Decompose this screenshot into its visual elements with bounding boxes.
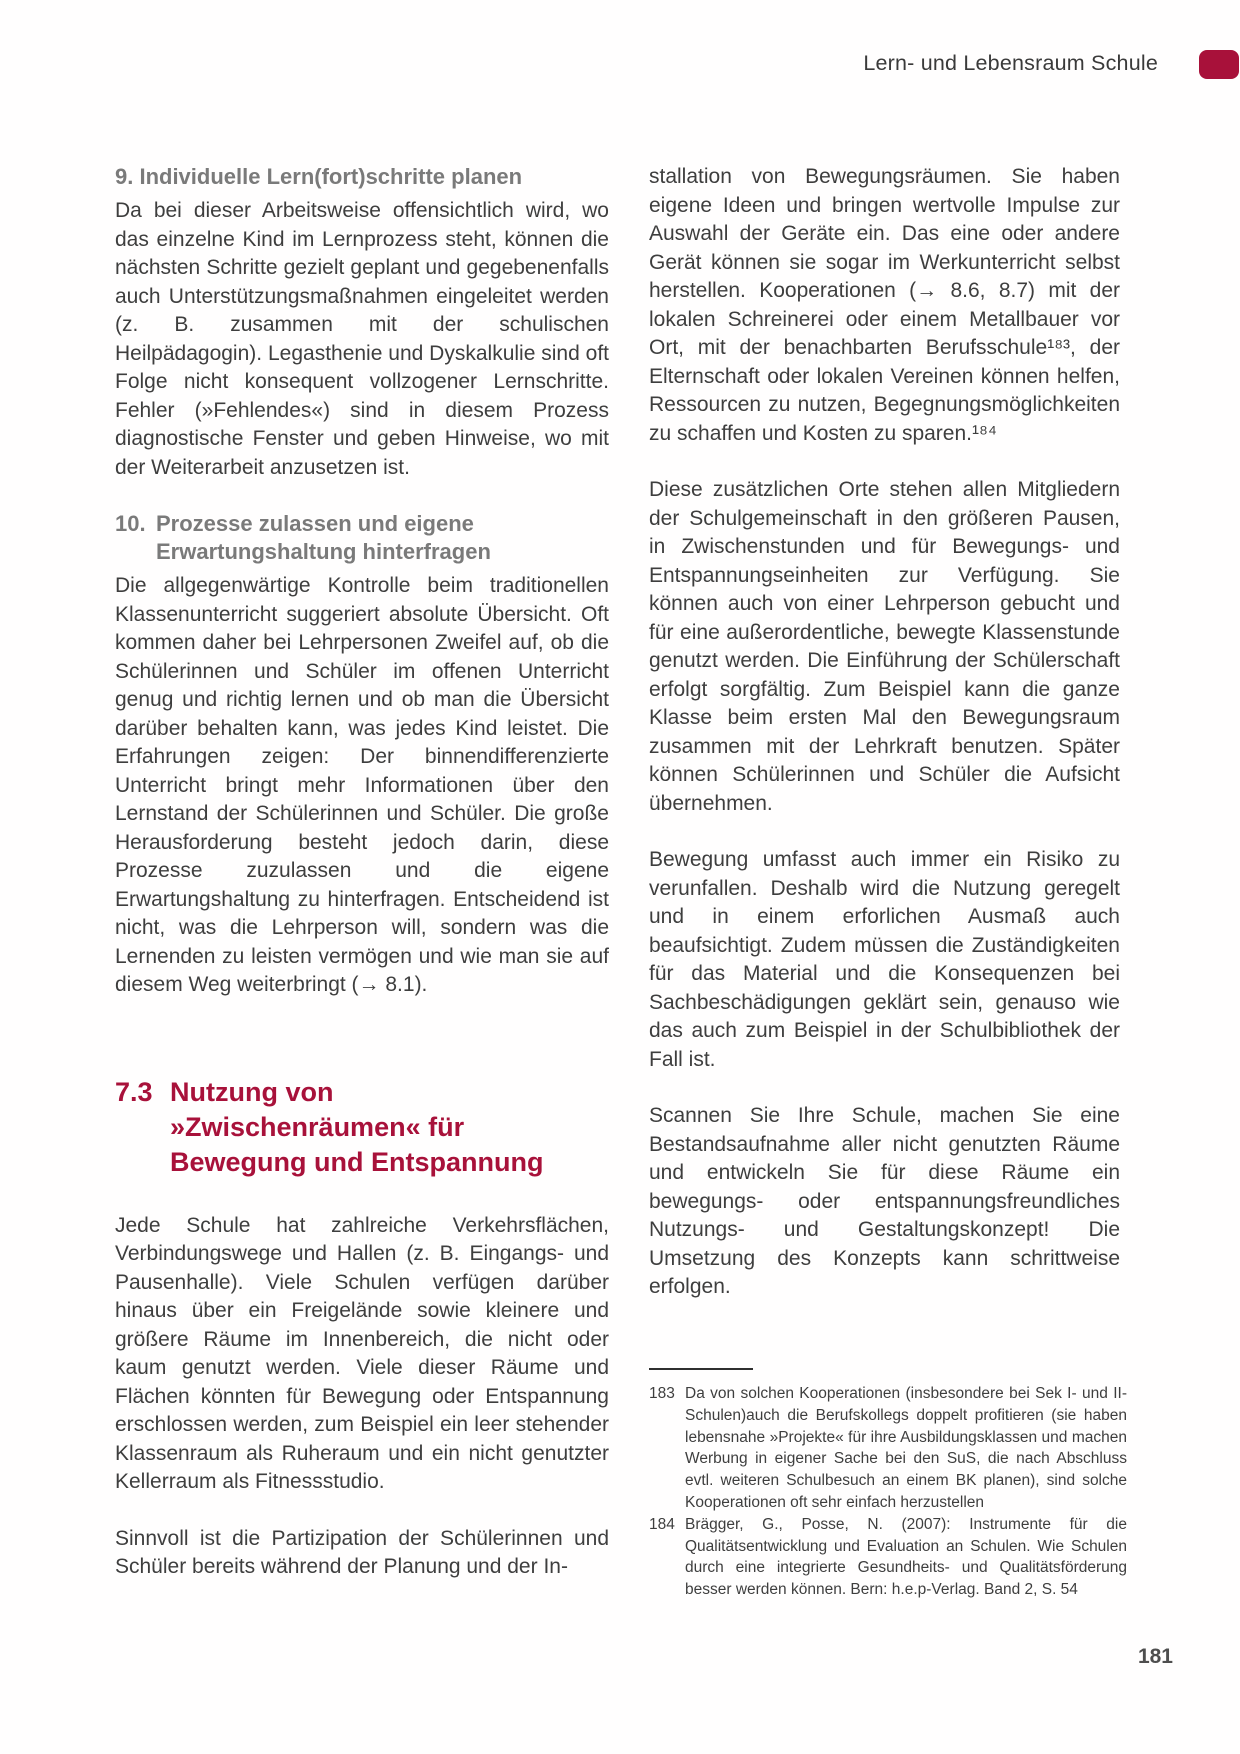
running-header-title: Lern- und Lebensraum Schule [863, 51, 1158, 75]
section-9-paragraph: Da bei dieser Arbeitsweise offensichtlich wird, wo das einzelne Kind im Lernprozess steht, können die nächsten Schritte gezielt geplant und gegebenenfalls auch Unterstützungsmaßnahmen eingeleitet werden (z. B. zusammen mit der schulischen Heilpädagogin). Legasthenie und Dyskalkulie sind oft Folge nicht konsequent vollzogener Lernschritte. Fehler (»Fehlendes«) sind in diesem Prozess diagnostische Fenster und geben Hinweise, wo mit der Weiterarbeit anzusetzen ist. [115, 199, 609, 479]
chapter-tab-marker [1199, 50, 1239, 79]
footnote-184-text: Brägger, G., Posse, N. (2007): Instrumente für die Qualitätsentwicklung und Evaluation an Schulen. Wie Schulen durch eine integrierte Gesundheits- und Qualitätsförderung besser werden können. Bern: h.e.p-Verlag. Band 2, S. 54 [685, 1515, 1127, 1599]
chapter-7-3-number: 7.3 [115, 1076, 153, 1107]
chapter-7-3-title-line-2: »Zwischenräumen« für [170, 1111, 465, 1142]
section-10-heading-text: Prozesse zulassen und eigene Erwartungshaltung hinterfragen [156, 511, 491, 564]
paragraph-bewegung-risiko: Bewegung umfasst auch immer ein Risiko zu verunfallen. Deshalb wird die Nutzung geregelt und in einem erforlichen Ausmaß auch beaufsichtigt. Zudem müssen die Zuständigkeiten für das Material und die Konsequenzen bei Sachbeschädigungen geklärt sein, genauso wie das auch zum Beispiel in der Schulbibliothek der Fall ist. [649, 848, 1120, 1071]
section-9-heading: 9. Individuelle Lern(fort)schritte planen [115, 164, 523, 189]
footnote-separator-rule [649, 1368, 753, 1370]
section-10-number: 10. [115, 511, 146, 536]
right-column [649, 163, 1120, 1302]
footnote-183 [649, 1383, 1127, 1514]
paragraph-scannen: Scannen Sie Ihre Schule, machen Sie eine Bestandsaufnahme aller nicht genutzten Räume und entwickeln Sie für diese Räume ein bewegungs- oder entspannungsfreundliches Nutzungs- und Gestaltungskonzept! Die Umsetzung des Konzepts kann schrittweise erfolgen. [649, 1104, 1120, 1298]
paragraph-diese-orte: Diese zusätzlichen Orte stehen allen Mitgliedern der Schulgemeinschaft in den größeren Pausen, in Zwischenstunden und für Bewegungs- und Entspannungseinheiten zur Verfügung. Sie können auch von einer Lehrperson gebucht und für eine außerordentliche, bewegte Klassenstunde genutzt werden. Die Einführung der Schülerschaft erfolgt sorgfältig. Zum Beispiel kann die ganze Klasse beim ersten Mal den Bewegungsraum zusammen mit der Lehrkraft benutzen. Später können Schülerinnen und Schüler die Aufsicht übernehmen. [649, 478, 1120, 815]
chapter-7-3-title-line-3: Bewegung und Entspannung [170, 1146, 544, 1177]
paragraph-jede-schule: Jede Schule hat zahlreiche Verkehrsflächen, Verbindungswege und Hallen (z. B. Eingangs- und Pausenhalle). Viele Schulen verfügen darüber hinaus über ein Freigelände sowie kleinere und größere Räume im Innenbereich, die nicht oder kaum genutzt werden. Viele dieser Räume und Flächen könnten für Bewegung oder Entspannung erschlossen werden, zum Beispiel ein leer stehender Klassenraum als Ruheraum und ein nicht genutzter Kellerraum als Fitnessstudio. [115, 1213, 609, 1493]
paragraph-sinnvoll: Sinnvoll ist die Partizipation der Schülerinnen und Schüler bereits während der Planung und der In- [115, 1526, 609, 1578]
page-number: 181 [1137, 1645, 1173, 1668]
chapter-7-3-title-line-1: Nutzung von [170, 1076, 334, 1107]
footnote-184 [649, 1514, 1127, 1601]
footnote-183-text: Da von solchen Kooperationen (insbesondere bei Sek I- und II-Schulen)auch die Berufskollegs doppelt profitieren (sie haben lebensnahe »Projekte« für ihre Ausbildungsklassen und machen Werbung in eigener Sache bei den SuS, die nach Abschluss evtl. weiteren Schulbesuch an einem BK planen), sind solche Kooperationen oft sehr einfach herzustellen [685, 1385, 1127, 1511]
left-column [115, 163, 609, 1582]
footnotes-block [649, 1368, 1127, 1601]
paragraph-stallation: stallation von Bewegungsräumen. Sie haben eigene Ideen und bringen wertvolle Impulse zur Auswahl der Geräte ein. Das eine oder andere Gerät können sie sogar im Werkunterricht selbst herstellen. Kooperationen (→ 8.6, 8.7) mit der lokalen Schreinerei oder einem Metallbauer vor Ort, mit der benachbarten Berufsschule¹⁸³, der Elternschaft oder lokalen Vereinen können helfen, Ressourcen zu nutzen, Begegnungsmöglichkeiten zu schaffen und Kosten zu sparen.¹⁸⁴ [649, 165, 1120, 445]
section-10-heading [115, 510, 586, 566]
section-10-paragraph: Die allgegenwärtige Kontrolle beim traditionellen Klassenunterricht suggeriert absolute Übersicht. Oft kommen daher bei Lehrpersonen Zweifel auf, ob die Schülerinnen und Schüler im offenen Unterricht genug und richtig lernen und ob man die Übersicht darüber behalten kann, was jedes Kind leistet. Die Erfahrungen zeigen: Der binnendifferenzierte Unterricht bringt mehr Informationen über den Lernstand der Schülerinnen und Schüler. Die große Herausforderung besteht jedoch darin, diese Prozesse zuzulassen und die eigene Erwartungshaltung zu hinterfragen. Entscheidend ist nicht, was die Lehrperson will, sondern was die Lernenden zu leisten vermögen und wie man sie auf diesem Weg weiterbringt (→ 8.1). [115, 574, 609, 996]
footnote-183-number: 183 [649, 1385, 675, 1402]
chapter-7-3-title [170, 1075, 543, 1180]
chapter-7-3-heading [115, 1075, 609, 1180]
footnote-184-number: 184 [649, 1515, 675, 1533]
